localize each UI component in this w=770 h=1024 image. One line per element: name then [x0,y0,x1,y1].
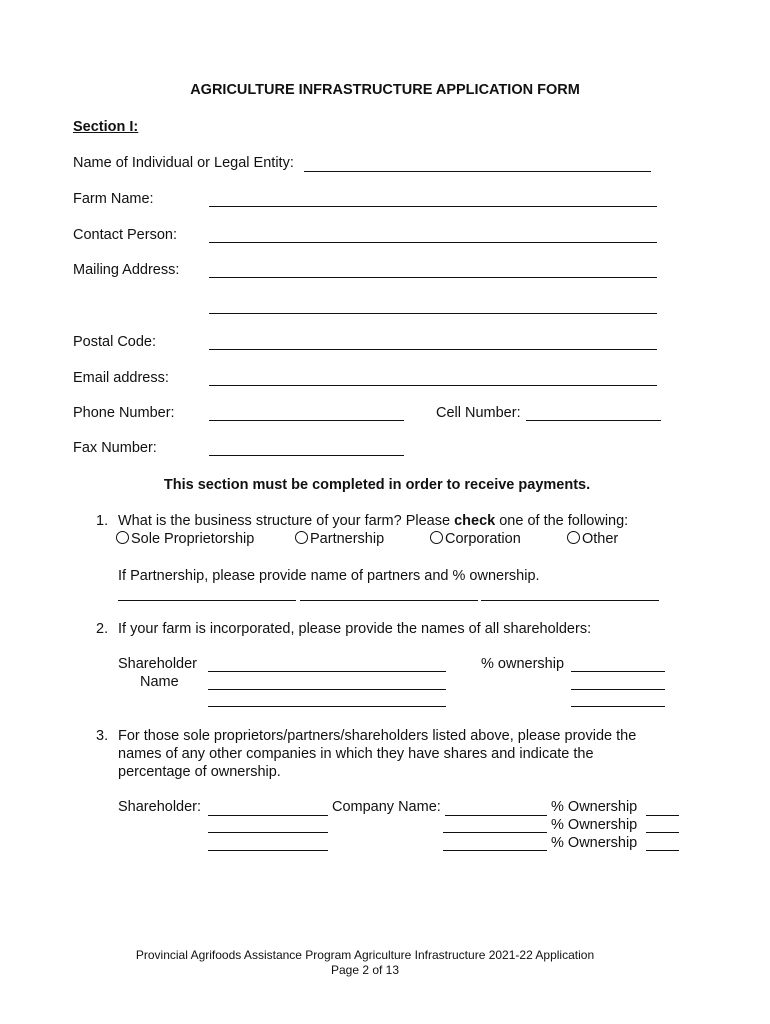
q1-text-end: one of the following: [495,513,629,529]
q1-number: 1. [96,513,109,529]
ownership-field-3[interactable] [571,706,665,707]
fax-label: Fax Number: [73,440,157,456]
q3-company-label: Company Name: [332,799,441,815]
q2-text: If your farm is incorporated, please provide the names of all shareholders: [118,621,592,637]
mailing-address-field-1[interactable] [209,277,657,278]
form-title: AGRICULTURE INFRASTRUCTURE APPLICATION FORM [190,82,580,98]
fax-field[interactable] [209,455,404,456]
partnership-note: If Partnership, please provide name of partners and % ownership. [118,568,540,584]
postal-code-label: Postal Code: [73,334,157,350]
email-label: Email address: [73,370,169,386]
contact-person-label: Contact Person: [73,227,177,243]
q3-ownership-field-2[interactable] [646,832,679,833]
farm-name-field[interactable] [209,206,657,207]
phone-label: Phone Number: [73,405,175,421]
payment-notice: This section must be completed in order to receive payments. [163,477,591,493]
contact-person-field[interactable] [209,242,657,243]
option-partnership[interactable] [295,531,384,547]
shareholder-field-3[interactable] [208,706,446,707]
legal-entity-field[interactable] [304,171,651,172]
radio-circle-icon[interactable] [295,531,308,544]
shareholder-field-2[interactable] [208,689,446,690]
option-other[interactable] [567,531,618,547]
radio-circle-icon[interactable] [116,531,129,544]
ownership-field-1[interactable] [571,671,665,672]
q3-ownership-label-2: % Ownership [551,817,638,833]
farm-name-label: Farm Name: [73,191,154,207]
option-label: Partnership [310,531,385,547]
email-field[interactable] [209,385,657,386]
q1-text [118,513,628,529]
q1-text-check: check [454,513,496,529]
postal-code-field[interactable] [209,349,657,350]
option-corporation[interactable] [430,531,521,547]
option-label: Corporation [445,531,521,547]
q3-shareholder-field-3[interactable] [208,850,328,851]
option-sole-proprietorship[interactable] [116,531,254,547]
q2-number: 2. [96,621,109,637]
section-heading: Section I: [73,119,139,135]
q3-ownership-field-3[interactable] [646,850,679,851]
footer-program: Provincial Agrifoods Assistance Program Agriculture Infrastructure 2021-22 Application [135,948,595,962]
radio-circle-icon[interactable] [567,531,580,544]
shareholder-name-label: Name [140,674,179,690]
q3-shareholder-label: Shareholder: [118,799,202,815]
legal-entity-label: Name of Individual or Legal Entity: [73,155,294,171]
phone-field[interactable] [209,420,404,421]
partner-field-2[interactable] [300,600,478,601]
q3-shareholder-field-1[interactable] [208,815,328,816]
q3-text-line3: percentage of ownership. [118,764,281,780]
q3-company-field-2[interactable] [443,832,547,833]
cell-field[interactable] [526,420,661,421]
ownership-label: % ownership [481,656,565,672]
q3-company-field-1[interactable] [445,815,547,816]
option-label: Sole Proprietorship [131,531,255,547]
q3-ownership-label-3: % Ownership [551,835,638,851]
q1-text-start: What is the business structure of your farm? Please [118,513,455,529]
shareholder-field-1[interactable] [208,671,446,672]
ownership-field-2[interactable] [571,689,665,690]
mailing-address-label: Mailing Address: [73,262,180,278]
partner-field-1[interactable] [118,600,296,601]
footer-page-number: Page 2 of 13 [330,963,400,977]
q3-text-line2: names of any other companies in which they have shares and indicate the [118,746,594,762]
q3-text-line1: For those sole proprietors/partners/shareholders listed above, please provide the [118,728,637,744]
option-label: Other [582,531,619,547]
q3-number: 3. [96,728,109,744]
mailing-address-field-2[interactable] [209,313,657,314]
q3-shareholder-field-2[interactable] [208,832,328,833]
partner-field-3[interactable] [481,600,659,601]
cell-label: Cell Number: [436,405,521,421]
shareholder-label: Shareholder [118,656,197,672]
q3-ownership-field-1[interactable] [646,815,679,816]
radio-circle-icon[interactable] [430,531,443,544]
q3-ownership-label-1: % Ownership [551,799,638,815]
q3-company-field-3[interactable] [443,850,547,851]
